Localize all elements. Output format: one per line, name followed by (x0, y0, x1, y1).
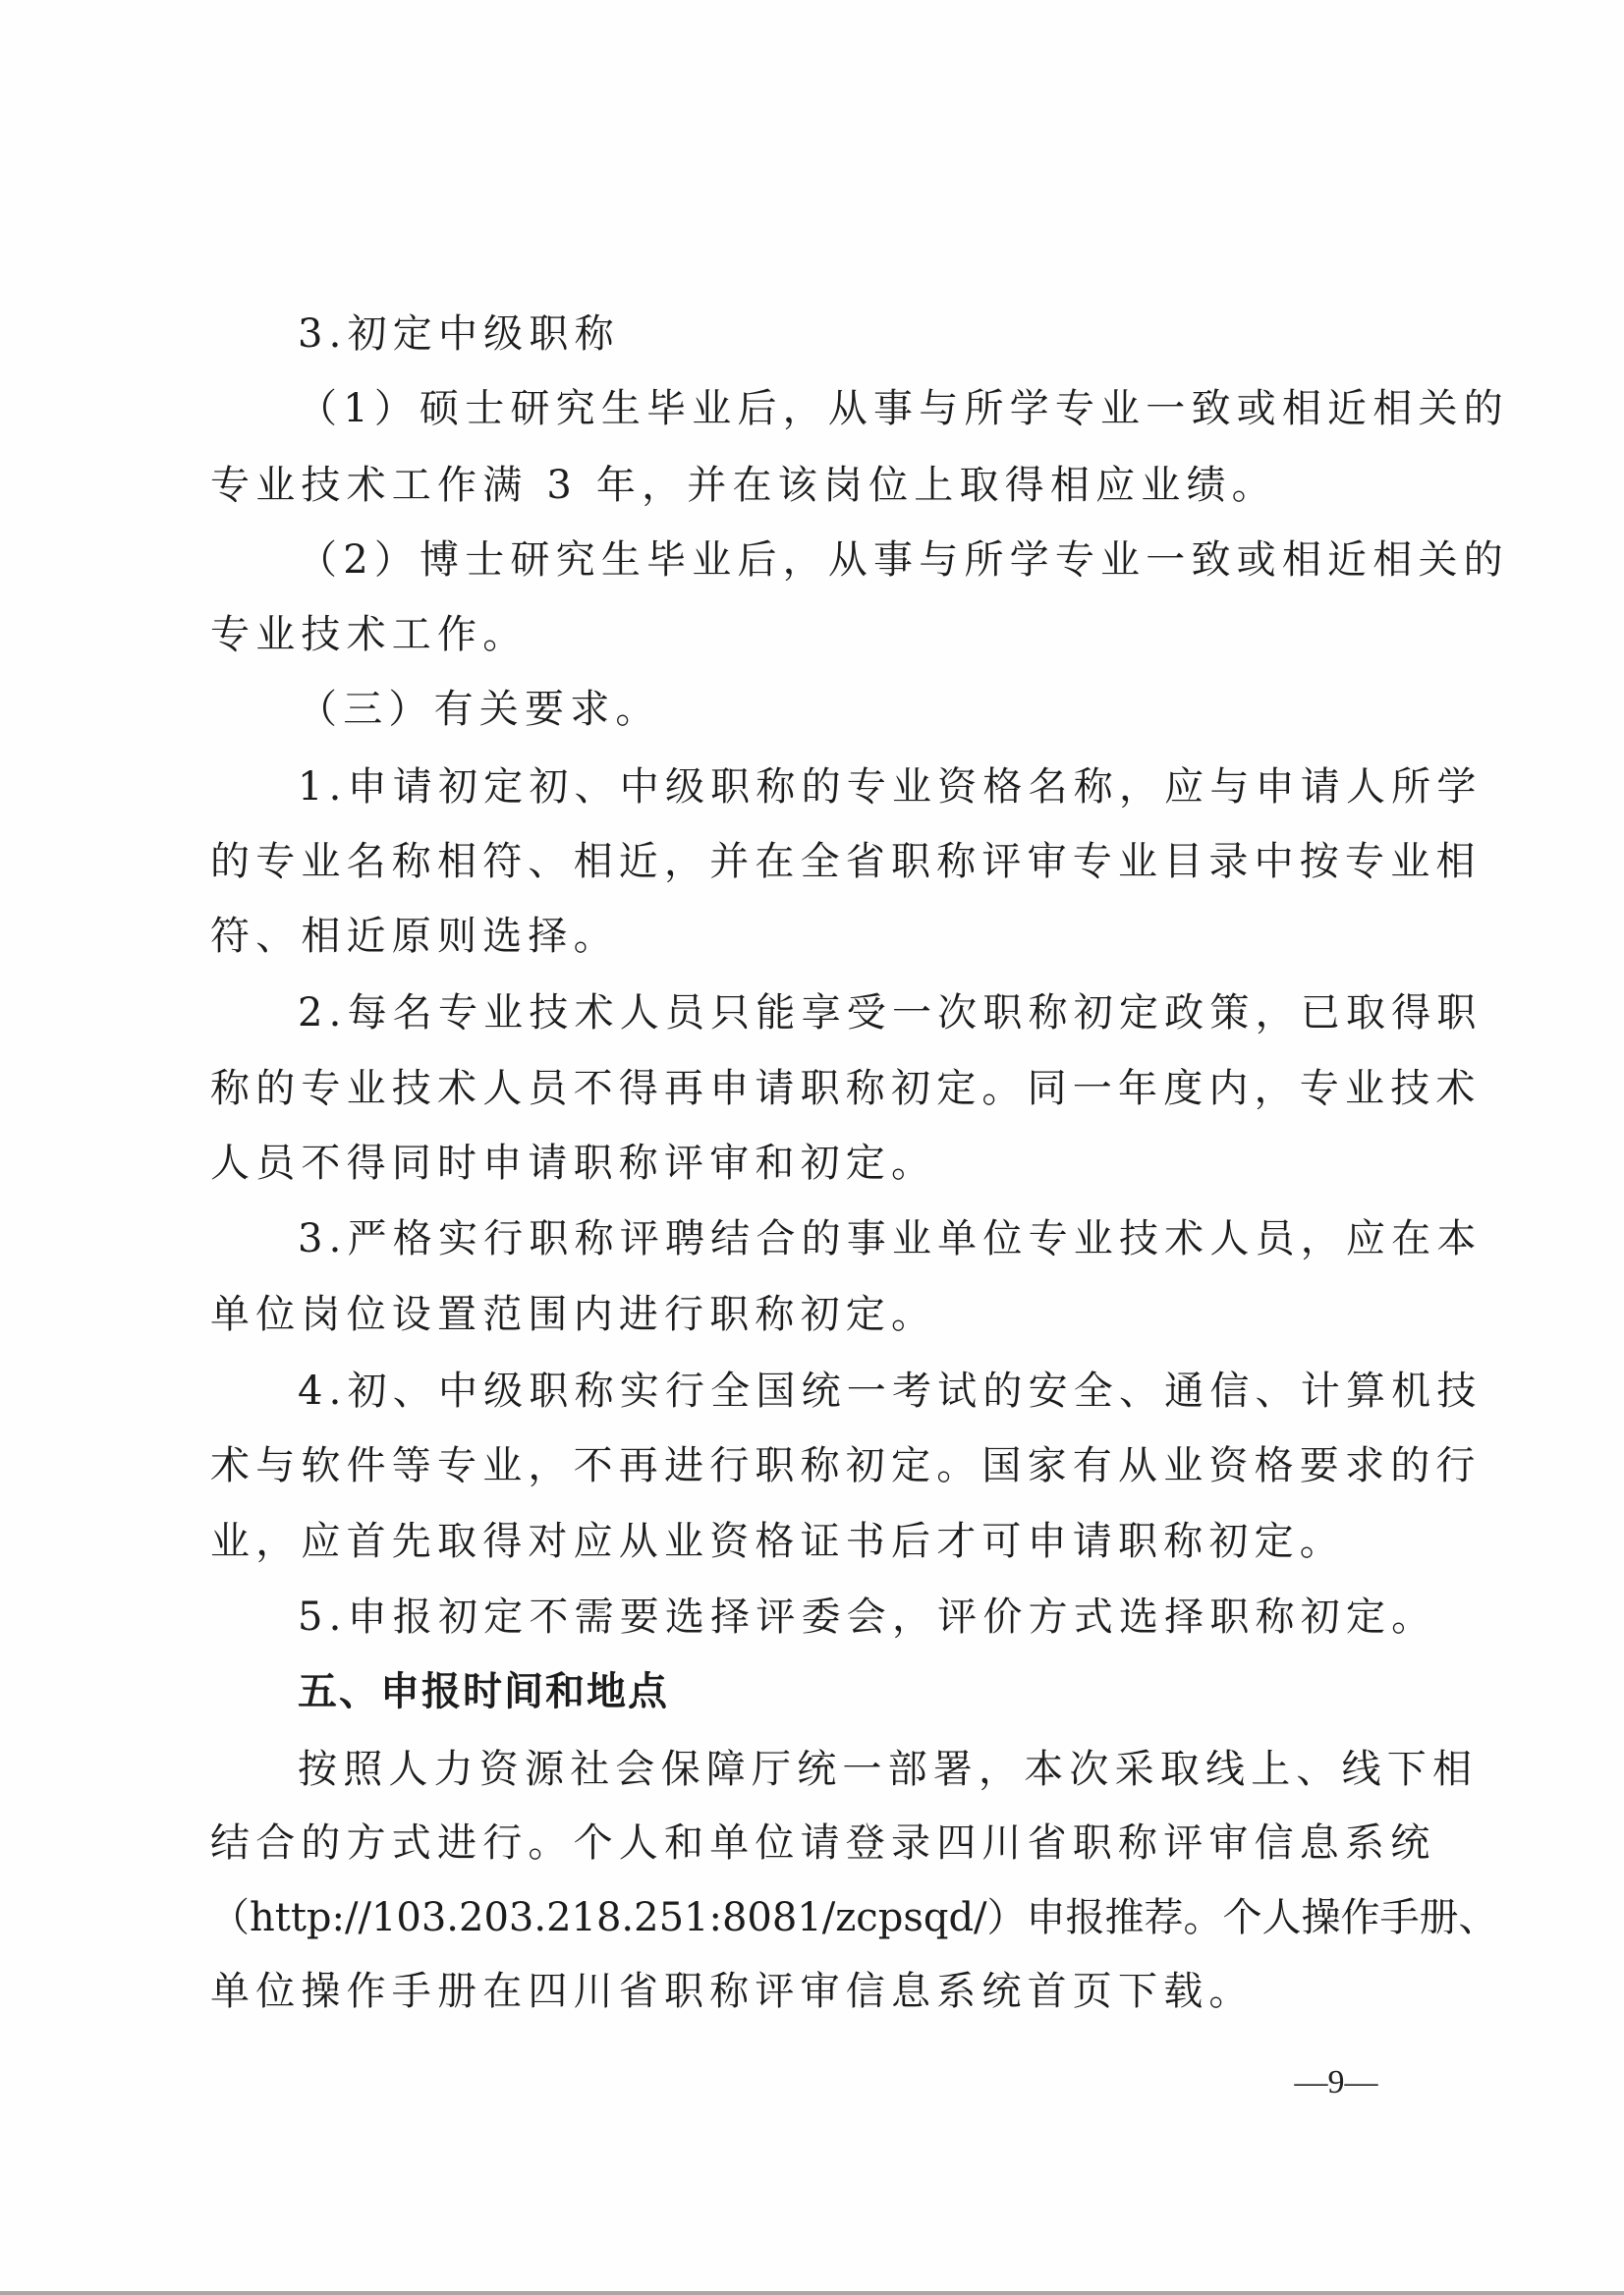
paragraph-line: 人员不得同时申请职称评审和初定。 (210, 1141, 937, 1186)
subheading-initial-intermediate-title: 3.初定中级职称 (298, 311, 620, 357)
paragraph-line: 业，应首先取得对应从业资格证书后才可申请职称初定。 (210, 1519, 1345, 1564)
paragraph-line: 的专业名称相符、相近，并在全省职称评审专业目录中按专业相 (210, 839, 1482, 884)
paragraph-line: 结合的方式进行。个人和单位请登录四川省职称评审信息系统 (210, 1820, 1436, 1866)
paragraph-line: 术与软件等专业，不再进行职称初定。国家有从业资格要求的行 (210, 1443, 1482, 1488)
paragraph-line-with-url: （http://103.203.218.251:8081/zcpsqd/）申报推荐。个人操作手册、 (210, 1895, 1498, 1940)
paragraph-line: 单位岗位设置范围内进行职称初定。 (210, 1292, 937, 1337)
paragraph-line: 1.申请初定初、中级职称的专业资格名称，应与申请人所学 (298, 764, 1483, 810)
paragraph-line: 2.每名专业技术人员只能享受一次职称初定政策，已取得职 (298, 990, 1483, 1036)
scan-edge-divider (0, 2291, 1624, 2295)
paragraph-line: （2）博士研究生毕业后，从事与所学专业一致或相近相关的 (298, 537, 1509, 583)
paragraph-line: 3.严格实行职称评聘结合的事业单位专业技术人员，应在本 (298, 1216, 1483, 1261)
paragraph-line: 称的专业技术人员不得再申请职称初定。同一年度内，专业技术 (210, 1066, 1482, 1111)
paragraph-line: 专业技术工作满 3 年，并在该岗位上取得相应业绩。 (210, 463, 1277, 508)
paragraph-line: 按照人力资源社会保障厅统一部署，本次采取线上、线下相 (298, 1747, 1479, 1792)
paragraph-line: 5.申报初定不需要选择评委会，评价方式选择职称初定。 (298, 1595, 1437, 1640)
paragraph-line: 专业技术工作。 (210, 612, 529, 657)
paragraph-line: 单位操作手册在四川省职称评审信息系统首页下载。 (210, 1969, 1255, 2014)
subheading-requirements: （三）有关要求。 (298, 687, 661, 732)
page-number: —9— (1294, 2064, 1378, 2100)
paragraph-line: 4.初、中级职称实行全国统一考试的安全、通信、计算机技 (298, 1369, 1483, 1414)
section-heading-time-and-place: 五、申报时间和地点 (298, 1669, 669, 1714)
paragraph-line: （1）硕士研究生毕业后，从事与所学专业一致或相近相关的 (298, 386, 1509, 431)
paragraph-line: 符、相近原则选择。 (210, 914, 619, 959)
